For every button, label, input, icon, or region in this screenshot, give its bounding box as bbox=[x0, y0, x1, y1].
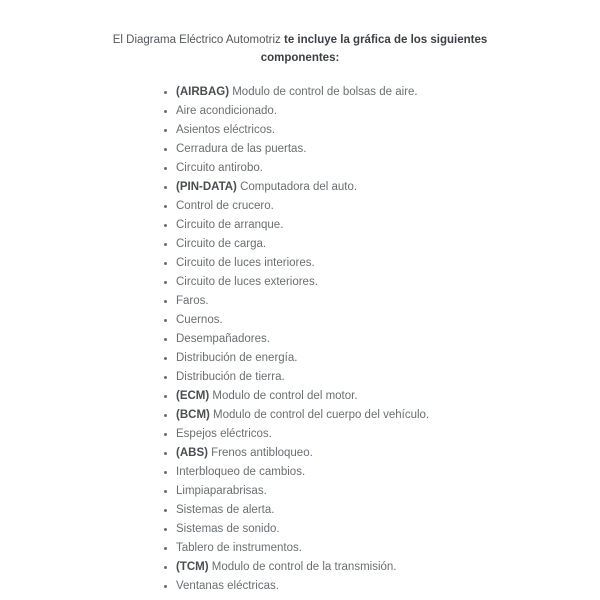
component-text: Modulo de control del motor. bbox=[212, 390, 358, 402]
list-item bbox=[163, 254, 600, 273]
component-text: Tablero de instrumentos. bbox=[176, 542, 302, 554]
list-item bbox=[163, 482, 600, 501]
page-title-normal: El Diagrama Eléctrico Automotriz bbox=[112, 34, 285, 46]
list-item bbox=[163, 368, 600, 387]
list-item bbox=[163, 121, 600, 140]
page-title bbox=[80, 31, 520, 67]
component-text: Sistemas de alerta. bbox=[176, 504, 275, 516]
list-item bbox=[163, 235, 600, 254]
list-item bbox=[163, 178, 600, 197]
components-list bbox=[163, 83, 600, 596]
component-text: Circuito de luces interiores. bbox=[176, 257, 315, 269]
list-item bbox=[163, 425, 600, 444]
component-text: Desempañadores. bbox=[176, 333, 270, 345]
component-text: Distribución de energía. bbox=[176, 352, 298, 364]
list-item bbox=[163, 349, 600, 368]
list-item bbox=[163, 520, 600, 539]
list-item bbox=[163, 463, 600, 482]
component-text: Modulo de control de la transmisión. bbox=[211, 561, 397, 573]
list-item bbox=[163, 216, 600, 235]
list-item bbox=[163, 273, 600, 292]
component-text: Cerradura de las puertas. bbox=[176, 143, 307, 155]
list-item bbox=[163, 444, 600, 463]
page-title-bold-line2: componentes: bbox=[260, 52, 340, 64]
list-item bbox=[163, 501, 600, 520]
component-text: Sistemas de sonido. bbox=[176, 523, 280, 535]
list-item bbox=[163, 83, 600, 102]
component-text: Circuito de carga. bbox=[176, 238, 267, 250]
component-text: Frenos antibloqueo. bbox=[211, 447, 313, 459]
list-item bbox=[163, 140, 600, 159]
list-item bbox=[163, 311, 600, 330]
component-keyword: (TCM) bbox=[176, 561, 212, 573]
component-text: Limpiaparabrisas. bbox=[176, 485, 267, 497]
component-text: Ventanas eléctricas. bbox=[176, 580, 279, 592]
component-text: Asientos eléctricos. bbox=[176, 124, 276, 136]
list-item bbox=[163, 387, 600, 406]
component-text: Espejos eléctricos. bbox=[176, 428, 272, 440]
component-text: Distribución de tierra. bbox=[176, 371, 285, 383]
component-text: Faros. bbox=[176, 295, 209, 307]
list-item bbox=[163, 406, 600, 425]
component-text: Computadora del auto. bbox=[240, 181, 358, 193]
component-text: Aire acondicionado. bbox=[176, 105, 278, 117]
list-item bbox=[163, 159, 600, 178]
component-text: Control de crucero. bbox=[176, 200, 274, 212]
component-keyword: (BCM) bbox=[176, 409, 214, 421]
list-item bbox=[163, 539, 600, 558]
component-text: Circuito antirobo. bbox=[176, 162, 263, 174]
list-item bbox=[163, 197, 600, 216]
list-item bbox=[163, 102, 600, 121]
component-text: Modulo de control de bolsas de aire. bbox=[232, 86, 418, 98]
list-item bbox=[163, 330, 600, 349]
component-text: Circuito de luces exteriores. bbox=[176, 276, 318, 288]
list-item bbox=[163, 292, 600, 311]
list-item bbox=[163, 577, 600, 596]
component-keyword: (AIRBAG) bbox=[176, 86, 233, 98]
component-keyword: (ABS) bbox=[176, 447, 212, 459]
component-text: Modulo de control del cuerpo del vehículo. bbox=[213, 409, 430, 421]
page-title-bold-line1: te incluye la gráfica de los siguientes bbox=[284, 34, 488, 46]
component-text: Circuito de arranque. bbox=[176, 219, 284, 231]
component-text: Interbloqueo de cambios. bbox=[176, 466, 306, 478]
component-keyword: (ECM) bbox=[176, 390, 213, 402]
component-text: Cuernos. bbox=[176, 314, 223, 326]
component-keyword: (PIN-DATA) bbox=[176, 181, 241, 193]
list-item bbox=[163, 558, 600, 577]
